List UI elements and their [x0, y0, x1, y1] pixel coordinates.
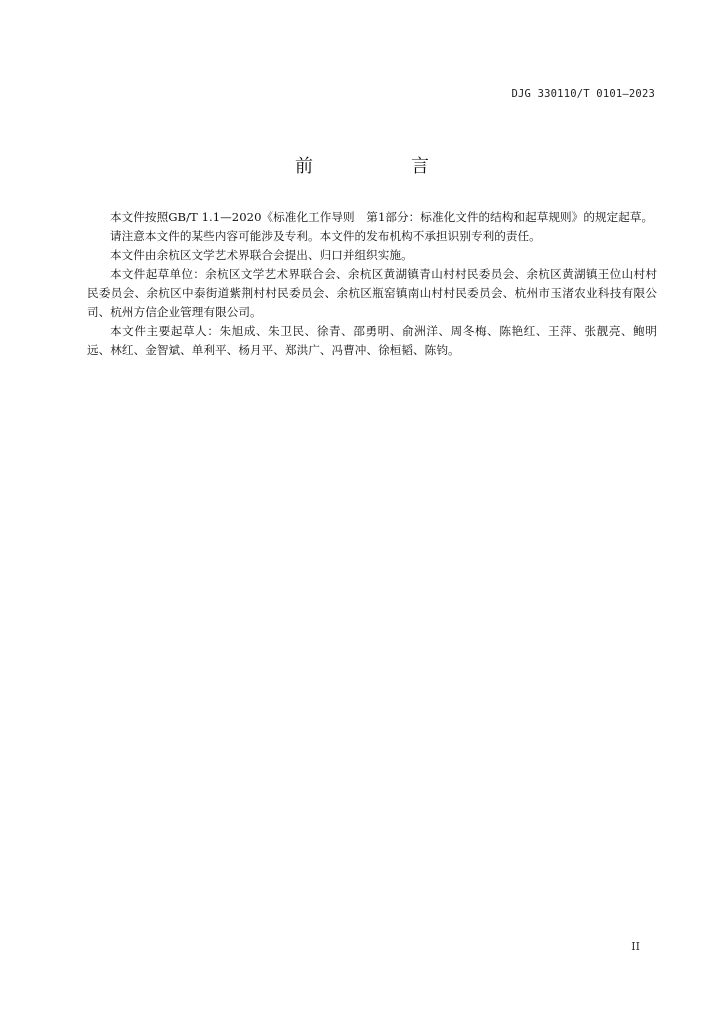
- paragraph-patent-notice: 请注意本文件的某些内容可能涉及专利。本文件的发布机构不承担识别专利的责任。: [110, 229, 541, 243]
- page-title: 前 言: [295, 156, 469, 177]
- paragraph-drafting-rules: 本文件按照GB/T 1.1—2020《标准化工作导则 第1部分：标准化文件的结构和起草规则》的规定起草。: [110, 210, 654, 224]
- paragraph-main-drafters: 本文件主要起草人：朱旭成、朱卫民、徐青、邵勇明、俞洲洋、周冬梅、陈艳红、王萍、张靓亮、鲍明远、林红、金智斌、单利平、杨月平、郑洪广、冯曹冲、徐桓韬、陈钧。: [87, 324, 657, 357]
- page-number: II: [631, 940, 640, 953]
- document-body: [87, 208, 657, 360]
- document-code-header: DJG 330110/T 0101—2023: [511, 88, 655, 100]
- paragraph-drafting-units: 本文件起草单位：余杭区文学艺术界联合会、余杭区黄湖镇青山村村民委员会、余杭区黄湖镇王位山村村民委员会、余杭区中泰街道紫荆村村民委员会、余杭区瓶窑镇南山村村民委员会、杭州市玉渚农业科技有限公司、杭州方信企业管理有限公司。: [87, 267, 657, 319]
- paragraph-proposer: 本文件由余杭区文学艺术界联合会提出、归口并组织实施。: [110, 248, 413, 262]
